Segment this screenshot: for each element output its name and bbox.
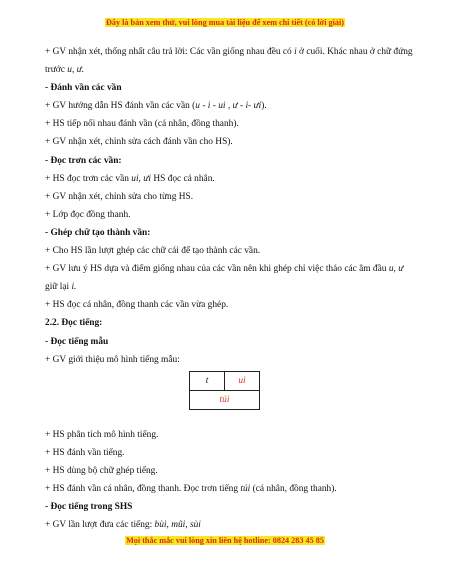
syllable-cell: túi [190,390,260,409]
text: i [294,47,297,57]
preview-notice-banner [0,18,450,27]
section-heading: - Đánh vần các vần [45,83,122,94]
preview-notice-text: Đây là bản xem thử, vui lòng mua tài liệu để xem chi tiết (có lời giải) [105,18,344,27]
paragraph: + HS phân tích mô hình tiếng. [45,429,159,440]
text: bùi, mũi, sùi [154,520,201,531]
text: u, ư. [67,65,85,76]
text: + GV lần lượt đưa các tiếng: [45,520,155,531]
onset-cell: t [190,371,225,390]
text: i. [71,282,77,293]
paragraph: + Lớp đọc đồng thanh. [45,209,131,220]
text: u, ư [388,264,404,275]
paragraph: + HS dùng bộ chữ ghép tiếng. [45,466,158,477]
text: ). [261,101,267,112]
section-heading: - Đọc tiếng trong SHS [45,502,133,513]
paragraph [45,170,417,188]
section-heading: - Đọc trơn các vần: [45,155,122,166]
paragraph: + GV nhận xét, chỉnh sửa cho từng HS. [45,191,194,202]
text: túi [240,484,251,495]
text: + GV hướng dẫn HS đánh vần các vần ( [45,101,196,112]
text: + GV nhận xét, thống nhất câu trả lời: Các vần giống nhau đều có [45,47,295,57]
paragraph: + GV nhận xét, chỉnh sửa cách đánh vần cho HS). [45,137,233,148]
section-heading: - Ghép chữ tạo thành vần: [45,227,151,238]
text: HS đọc cá nhân. [150,173,215,184]
paragraph: + GV giới thiệu mô hình tiếng mẫu: [45,354,180,365]
text: + HS đánh vần cá nhân, đồng thanh. Đọc trơn tiếng [45,484,241,495]
text: giữ lại [45,282,72,293]
paragraph [45,43,417,79]
paragraph: + HS tiếp nối nhau đánh vần (cá nhân, đồng thanh). [45,119,239,130]
paragraph [45,516,417,534]
text: ở cuối. Khác nhau ở chữ đứng trước [45,47,413,76]
paragraph: + Cho HS lần lượt ghép các chữ cái để tạo thành các vần. [45,246,261,257]
text: + HS đọc trơn các vần [45,173,132,184]
section-heading: - Đọc tiếng mẫu [45,336,109,347]
lesson-content [45,43,417,534]
paragraph [45,260,417,296]
text: + GV lưu ý HS dựa và điểm giống nhau của các vần nên khi ghép chỉ việc tháo các âm đầu [45,264,389,275]
hotline-banner [0,536,450,545]
spacer [45,410,417,426]
section-heading: 2.2. Đọc tiếng: [45,318,103,329]
rhyme-cell: ui [225,371,260,390]
paragraph: + HS đọc cá nhân, đồng thanh các vần vừa ghép. [45,300,229,311]
text: ui, ưi [131,173,151,184]
paragraph [45,480,417,498]
paragraph: + HS đánh vần tiếng. [45,447,125,458]
hotline-text: Mọi thắc mắc vui lòng xin liên hệ hotline: 0824 283 45 85 [126,536,324,545]
text: (cá nhân, đồng thanh). [250,484,337,495]
paragraph [45,97,417,115]
text: u - i - ui , ư - i- ưi [195,101,262,112]
syllable-model-table [189,371,260,410]
